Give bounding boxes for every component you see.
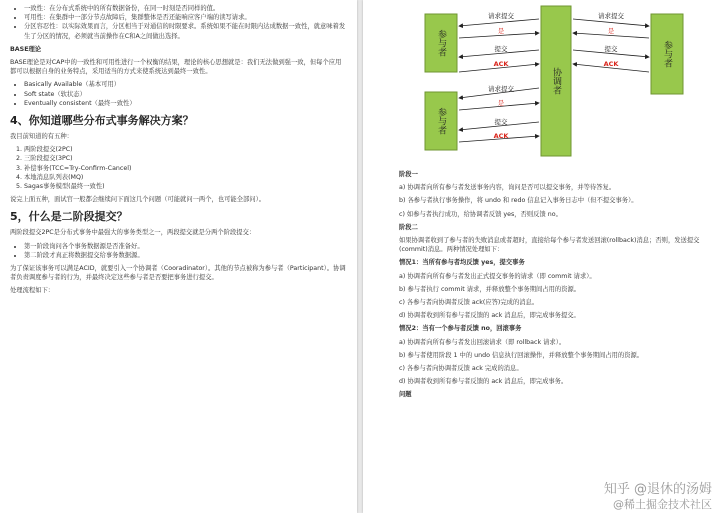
label-yes: 是	[497, 99, 505, 107]
label-ack: ACK	[603, 60, 619, 68]
case1-step: d) 协调者收到所有参与者反馈的 ack 消息后，即完成事务提交。	[399, 312, 580, 320]
base-list	[10, 80, 347, 108]
case2-step: c) 各参与者向协调者反馈 ack 完成的消息。	[399, 365, 523, 373]
list-item: • 分区容忍性：以实际效果而言，分区相当于对通信的时限要求。系统如果不能在时限内达成数据一致性，就意味着发生了分区的情况，必须就当前操作在C和A之间做出选择。	[24, 22, 347, 40]
section-heading-q4: 4、你知道哪些分布式事务解决方案？	[10, 114, 194, 128]
list-item: • Soft state（软状态）	[24, 90, 347, 99]
solution-list	[10, 145, 347, 191]
label-yes: 是	[497, 27, 505, 35]
case2-step: a) 协调者向所有参与者发出回滚请求（即 rollback 请求）。	[399, 338, 566, 346]
q4-outro: 说完上面五种，面试官一般都会继续问下面这几个问题（可能就问一两个，也可能全部问）。	[10, 196, 266, 204]
list-item: • Basically Available（基本可用）	[24, 80, 347, 89]
case1-step: a) 协调者向所有参与者发出正式提交事务的请求（即 commit 请求）。	[399, 272, 596, 280]
list-item: • 第一阶段询问各个事务数据源是否准备好。	[24, 242, 347, 251]
q5-paragraph-2: 为了保证该事务可以满足ACID，就要引入一个协调者（Cooradinator）。其他的节点被称为参与者（Participant）。协调者负责调度参与者的行为，并最终决定这些参与者是否要把事务进行提交。	[10, 265, 346, 282]
q4-intro: 我目前知道的有五种：	[10, 133, 73, 141]
case1-step: c) 各参与者向协调者反馈 ack(应答)完成的消息。	[399, 299, 539, 307]
phase1-step: c) 如参与者执行成功，给协调者反馈 yes，否则反馈 no。	[399, 210, 562, 218]
list-item: 2. 三阶段提交(3PC)	[24, 154, 347, 163]
label-request-commit: 请求提交	[488, 12, 514, 20]
participant-label: 参与者	[662, 40, 672, 68]
left-page	[0, 0, 357, 513]
label-request-commit: 请求提交	[598, 12, 624, 20]
phase2-paragraph: 如果协调者收到了参与者的失败消息或者超时，直接给每个参与者发送回滚(rollback)消息；否则，发送提交(commit)消息。两种情况处理如下：	[399, 237, 700, 254]
list-item: 4. 本地消息队列表(MQ)	[24, 173, 347, 182]
q5-flow-label: 处理流程如下：	[10, 287, 55, 295]
section-heading-q5: 5，什么是二阶段提交？	[10, 210, 128, 224]
watermark	[604, 482, 712, 511]
participant-label: 参与者	[436, 29, 446, 57]
list-item: • 第二阶段才真正将数据提交给事务数据源。	[24, 251, 347, 260]
two-phase-commit-diagram	[421, 2, 693, 162]
case2-title: 情况2：当有一个参与者反馈 no，回滚事务	[399, 325, 522, 333]
q5-paragraph: 两阶段提交2PC是分布式事务中最强大的事务类型之一，两段提交就是分两个阶段提交：	[10, 229, 256, 237]
list-item: • Eventually consistent（最终一致性）	[24, 99, 347, 108]
watermark-line-1: 知乎 @退休的汤姆	[603, 482, 712, 497]
phase-summary-list	[10, 242, 347, 260]
right-page	[363, 0, 720, 513]
phase1-title: 阶段一	[399, 171, 418, 178]
label-ack: ACK	[493, 60, 509, 68]
phase1-step: a) 协调者向所有参与者发送事务内容，询问是否可以提交事务，并等待答复。	[399, 184, 616, 192]
label-yes: 是	[607, 27, 615, 35]
list-item: 5. Sagas事务模型(最终一致性)	[24, 182, 347, 191]
label-commit: 提交	[494, 118, 508, 126]
list-item: • 可用性：在集群中一部分节点故障后，集群整体是否还能响应客户端的读写请求。	[24, 13, 347, 22]
case1-title: 情况1：当所有参与者均反馈 yes，提交事务	[399, 259, 525, 267]
list-item: 3. 补偿事务(TCC=Try-Confirm-Cancel)	[24, 164, 347, 173]
base-paragraph: BASE理论是对CAP中的一致性和可用性进行一个权衡的结果，理论的核心思想就是：我们无法做到强一致，但每个应用都可以根据自身的业务特点，采用适当的方式来使系统达到最终一致性。	[10, 59, 342, 76]
case2-step: b) 参与者使用阶段 1 中的 undo 信息执行回滚操作，并释放整个事务期间占用的资源。	[399, 351, 644, 359]
case2-step: d) 协调者收到所有参与者反馈的 ack 消息后，即完成事务。	[399, 378, 568, 386]
label-request-commit: 请求提交	[488, 85, 514, 93]
phase1-step: b) 各参与者执行事务操作，将 undo 和 redo 信息记入事务日志中（但不提交事务）。	[399, 197, 638, 205]
label-ack: ACK	[493, 132, 509, 140]
list-item: • 一致性：在分布式系统中的所有数据备份，在同一时刻是否同样的值。	[24, 4, 347, 13]
coordinator-label: 协调者	[551, 67, 561, 95]
label-commit: 提交	[604, 45, 618, 53]
watermark-line-2: @稀土掘金技术社区	[613, 498, 712, 511]
label-commit: 提交	[494, 45, 508, 53]
cap-definition-list	[10, 4, 347, 41]
problem-title: 问题	[399, 391, 412, 399]
phase2-title: 阶段二	[399, 223, 418, 231]
list-item: 1. 两阶段提交(2PC)	[24, 145, 347, 154]
base-title: BASE理论	[10, 45, 42, 53]
case1-step: b) 参与者执行 commit 请求，并释放整个事务期间占用的资源。	[399, 285, 581, 293]
participant-label: 参与者	[436, 107, 446, 135]
